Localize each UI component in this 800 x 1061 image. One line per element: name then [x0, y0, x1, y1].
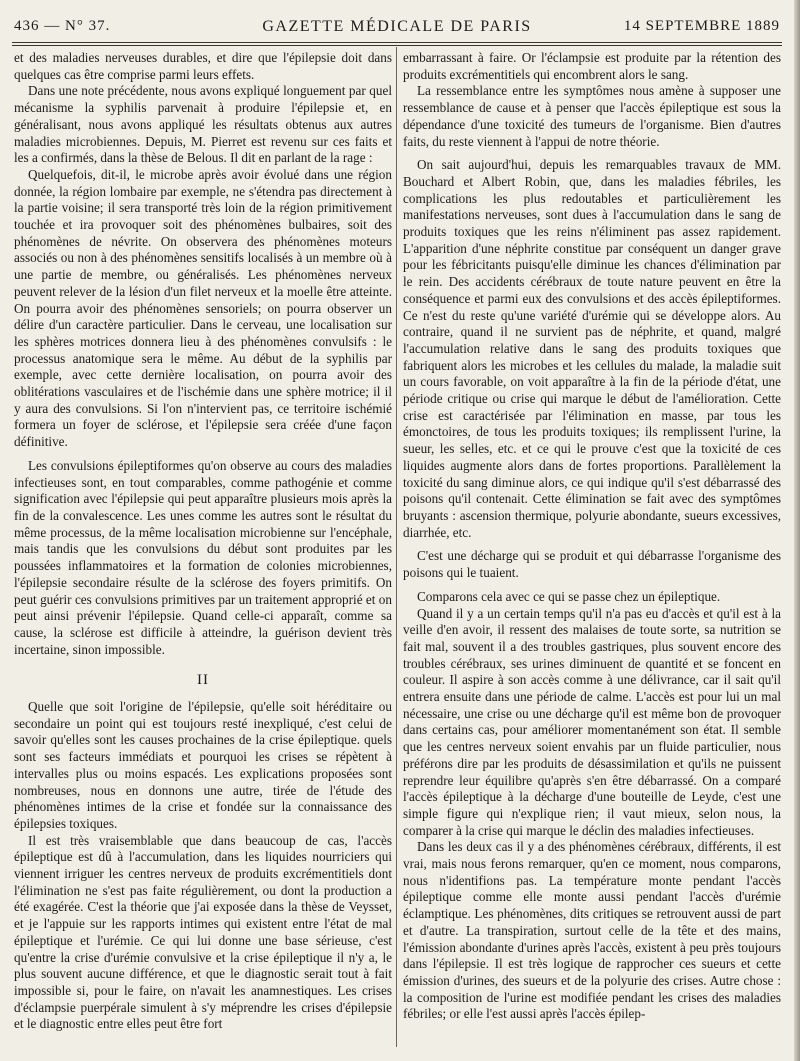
column-divider — [396, 47, 397, 1047]
paragraph: Dans une note précédente, nous avons expliqué longuement par quel mécanisme la syphilis parvenait à produire l'épilepsie et, en généralisant, nous avons appliqué les résultats obtenus aux autres maladies microbiennes. Depuis, M. Pierret est revenu sur ces faits et les a confirmés, dans la thèse de Belous. Il dit en parlant de la rage : — [14, 83, 392, 166]
paragraph: On sait aujourd'hui, depuis les remarquables travaux de MM. Bouchard et Albert Robin, que, dans les maladies fébriles, les complications les plus redoutables et particulièrement les manifestations nerveuses, sont dues à l'accumulation dans le sang de produits toxiques que les reins n'éliminent pas assez rapidement. L'apparition d'une néphrite constitue par conséquent un danger grave pour les fébricitants puisqu'elle diminue les chances d'élimination par le rein. Des accidents cérébraux de toute nature peuvent en être la conséquence et parmi eux des convulsions et des accès épileptiformes. Ce n'est du reste qu'une variété d'urémie qui se développe alors. Au contraire, quand il ne survient pas de néphrite, et quand, malgré l'accumulation relative dans le sang des produits toxiques que fabriquent alors les microbes et les cellules du malade, la maladie suit un cours favorable, on voit apparaître à la fin de la période d'état, une période critique ou crise qui marque le début de l'amélioration. Cette crise est caractérisée par l'élimination en masse, par tous les émonctoires, de tous les produits toxiques; ils remplissent l'urine, la sueur, les selles, etc. et ce qui le prouve c'est que la toxicité de ces liquides augmente alors dans de fortes proportions. Parallèlement la toxicité du sang diminue alors, ce qui indique qu'il s'est débarrassé des poisons qu'il contenait. Cette élimination se fait avec des symptômes bruyants : ascension thermique, polyurie abondante, sueurs excessives, diarrhée, etc. — [403, 157, 781, 540]
paragraph: embarrassant à faire. Or l'éclampsie est produite par la rétention des produits excrémentitiels qui encombrent alors le sang. — [403, 50, 781, 82]
issue-date: 14 SEPTEMBRE 1889 — [623, 18, 780, 34]
page-edge-shadow — [794, 0, 800, 1061]
right-column — [403, 50, 781, 1050]
header-rule — [12, 42, 782, 43]
page-issue-number: 436 — N° 37. — [14, 18, 111, 34]
left-column — [14, 50, 392, 1050]
page-header — [14, 18, 780, 40]
header-rule-double — [12, 45, 782, 46]
journal-title: GAZETTE MÉDICALE DE PARIS — [262, 18, 532, 35]
paragraph: Il est très vraisemblable que dans beaucoup de cas, l'accès épileptique est dû à l'accumulation, dans les liquides nourriciers qui viennent irriguer les centres nerveux de produits excrémentitiels dont l'élimination ne s'est pas faite régulièrement, ou dont la production a été exagérée. C'est la théorie que j'ai exposée dans la thèse de Veysset, et je l'appuie sur les rapports intimes qui existent entre l'état de mal épileptique et l'urémie. Ce qui lui donne une base sérieuse, c'est qu'entre la crise d'urémie convulsive et la crise épileptique il n'y a, le plus souvent aucune différence, et que le diagnostic serait tout à fait impossible si, pour le faire, on n'avait les anamnestiques. Les crises d'éclampsie puerpérale simulent à s'y méprendre les crises d'épilepsie et le diagnostic entre elles peut être fort — [14, 832, 392, 1032]
section-heading: II — [197, 672, 209, 689]
paragraph: et des maladies nerveuses durables, et dire que l'épilepsie doit dans quelques cas être comprise parmi leurs effets. — [14, 50, 392, 82]
paragraph: C'est une décharge qui se produit et qui débarrasse l'organisme des poisons qui le tuaient. — [403, 548, 781, 581]
paragraph: Comparons cela avec ce qui se passe chez un épileptique. — [417, 588, 721, 604]
paragraph: Quand il y a un certain temps qu'il n'a pas eu d'accès et qu'il est à la veille d'en avoir, il ressent des malaises de toute sorte, sa nutrition se fait mal, souvent il a des troubles gastriques, plus souvent encore des troubles cérébraux, ses urines diminuent de quantité et se foncent en couleur. Il aspire à son accès comme à une délivrance, car il sait qu'il entrera ensuite dans une période de calme. L'accès est pour lui un mal nécessaire, une crise ou une décharge qu'il est même bon de provoquer dans certains cas, pour améliorer momentanément son état. Il semble que les centres nerveux soient envahis par un fluide particulier, nous préférons dire par les produits de désassimilation et qu'ils ne puissent reprendre leur équilibre qu'après s'en être débarrassé. On a comparé l'accès épileptique à la décharge d'une bouteille de Leyde, c'est une simple figure qui n'explique rien; il vaut mieux, selon nous, la comparer à la crise qui marque le déclin des maladies infectieuses. — [403, 605, 781, 838]
paragraph: La ressemblance entre les symptômes nous amène à supposer une ressemblance de cause et à penser que l'accès épileptique est sous la dépendance d'une toxicité des tumeurs de l'organisme. Bien d'autres faits, du reste viennent à l'appui de notre théorie. — [403, 83, 781, 149]
paragraph: Quelle que soit l'origine de l'épilepsie, qu'elle soit héréditaire ou secondaire un point qui est toujours resté inexpliqué, c'est celui de savoir qu'elles sont les causes prochaines de la crise épileptique. quels sont ses facteurs immédiats et pourquoi les crises se répètent à intervalles plus ou moins espacés. Les explications proposées sont nombreuses, nous en donnons une autre, tirée de l'étude des phénomènes intimes de la crise et fondée sur la connaissance des épilepsies toxiques. — [14, 699, 392, 831]
paragraph: Dans les deux cas il y a des phénomènes cérébraux, différents, il est vrai, mais nous ferons remarquer, qu'en ce moment, nous comparons, nous n'identifions pas. La température monte pendant l'accès épileptique comme elle monte aussi pendant l'accès d'urémie éclamptique. Les phénomènes, dits critiques se retrouvent aussi de part et d'autre. La transpiration, surtout celle de la tête et des mains, l'émission abondante d'urines après l'accès, existent à peu près toujours dans l'épilepsie. Il est très logique de rapprocher ces sueurs et cette émission d'urines, des sueurs et de la polyurie des crises. Autre chose : la composition de l'urine est modifiée pendant les crises des maladies fébriles; or elle l'est aussi après l'accès épilep- — [403, 839, 781, 1022]
paragraph: Quelquefois, dit-il, le microbe après avoir évolué dans une région donnée, la région lombaire par exemple, ne s'étendra pas directement à la partie voisine; il sera transporté très loin de la région primitivement touchée et ira provoquer soit des phénomènes bulbaires, soit des phénomènes de névrite. On observera des phénomènes moteurs associés ou non à des phénomènes sensitifs localisés à un membre où à une partie de membre, ou généralisés. Les phénomènes nerveux peuvent relever de la lésion d'un filet nerveux et la moelle être atteinte. On pourra avoir des phénomènes sensoriels; on pourra observer un délire d'un caractère particulier. Dans le cerveau, une localisation sur les sphères motrices donnera lieu à des phénomènes convulsifs : le processus anatomique sera le même. Au début de la syphilis par exemple, avec cette dernière localisation, on pourra avoir des oblitérations vasculaires et de l'ischémie dans une sphère motrice; il il y aura des convulsions. Si l'on n'intervient pas, ce territoire ischémié formera un foyer de sclérose, et l'épilepsie sera créée d'une façon définitive. — [14, 166, 392, 450]
paragraph: Les convulsions épileptiformes qu'on observe au cours des maladies infectieuses sont, en tout comparables, comme pathogénie et comme signification avec l'épilepsie qui peut apparaître plusieurs mois après la fin de la convalescence. Les unes comme les autres sont le résultat du même processus, de la même localisation microbienne sur l'encéphale, mais tandis que les convulsions du début sont produites par les poussées inflammatoires et la formation de colonies microbiennes, l'épilepsie secondaire résulte de la sclérose des foyers primitifs. On peut guérir ces convulsions primitives par un traitement approprié et on peut ainsi prévenir l'épilepsie. Quand celle-ci apparaît, comme sa cause, la sclérose est difficile à atteindre, la guérison devient très incertaine, sinon impossible. — [14, 457, 392, 657]
